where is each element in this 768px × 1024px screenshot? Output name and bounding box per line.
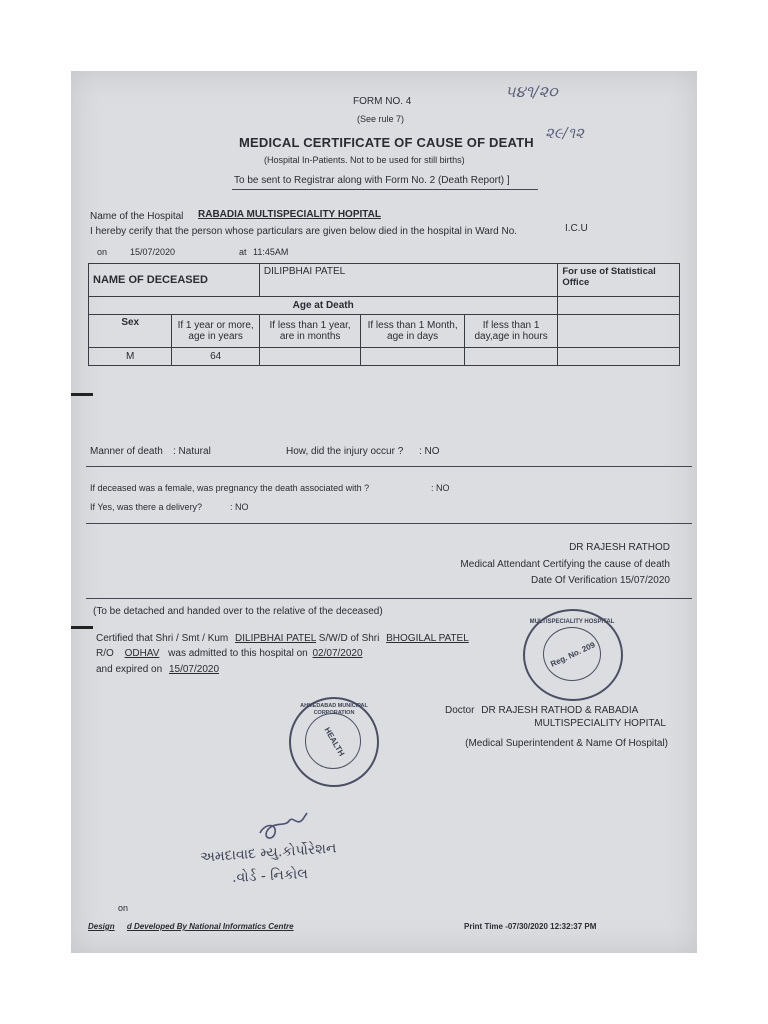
verification-date-label: Date Of Verification — [531, 575, 618, 586]
certify-statement: I hereby cerify that the person whose particulars are given below died in the hospital in Ward No. — [90, 226, 518, 237]
injury-value: : NO — [419, 446, 440, 457]
deceased-table — [88, 263, 680, 366]
certified-prefix: Certified that Shri / Smt / Kum — [96, 633, 229, 644]
manner-of-death-label: Manner of death — [90, 446, 163, 457]
municipal-stamp-center: HEALTH — [322, 725, 347, 758]
certified-swd: S/W/D of Shri — [318, 633, 380, 644]
col-hours: If less than 1 day,age in hours — [464, 315, 557, 348]
stat-blank-1 — [558, 297, 680, 315]
municipal-stamp-ring-text: AHMEDABAD MUNICIPAL CORPORATION — [300, 703, 368, 716]
divider-1 — [86, 466, 692, 467]
attendant-role: Medical Attendant Certifying the cause of death — [460, 559, 670, 570]
attendant-name: DR RAJESH RATHOD — [569, 542, 670, 553]
doctor-hospital: MULTISPECIALITY HOPITAL — [534, 718, 666, 729]
col-days: If less than 1 Month, age in days — [361, 315, 465, 348]
rule-reference: (See rule 7) — [357, 114, 405, 124]
death-time: 11:45AM — [253, 247, 289, 257]
verification-date — [531, 575, 670, 586]
cell-hours — [464, 348, 557, 366]
death-date: 15/07/2020 — [130, 247, 176, 257]
doctor-line — [445, 705, 638, 716]
admitted-date: 02/07/2020 — [312, 648, 363, 659]
certified-father: BHOGILAL PATEL — [386, 633, 469, 644]
cell-days — [361, 348, 465, 366]
footer-design-credit — [88, 922, 294, 931]
cell-years: 64 — [172, 348, 259, 366]
gujarati-ward-stamp-line2: .વોર્ડ - નિકોલ — [231, 866, 309, 886]
expired-date: 15/07/2020 — [168, 664, 220, 675]
stat-blank-3 — [558, 348, 680, 366]
cell-months — [259, 348, 361, 366]
certificate-paper — [71, 71, 697, 953]
expired-line — [96, 664, 219, 675]
form-number: FORM NO. 4 — [353, 96, 412, 107]
footer-print-time: Print Time -07/30/2020 12:32:37 PM — [464, 922, 597, 931]
stat-blank-2 — [558, 315, 680, 348]
detach-note: (To be detached and handed over to the relative of the deceased) — [93, 606, 383, 617]
col-sex: Sex — [89, 315, 172, 348]
delivery-question: If Yes, was there a delivery? — [90, 502, 203, 512]
admitted-label: was admitted to this hospital on — [168, 648, 308, 659]
hospital-name-value: RABADIA MULTISPECIALITY HOPITAL — [198, 209, 381, 220]
signature — [255, 805, 315, 845]
handwritten-number-second: ૨૯/૧૨ — [545, 124, 584, 142]
hospital-name-label: Name of the Hospital — [90, 211, 184, 222]
divider-3 — [86, 598, 692, 599]
municipal-stamp — [289, 697, 379, 787]
page-subtitle: (Hospital In-Patients. Not to be used for still births) — [264, 155, 465, 165]
doctor-name: DR RAJESH RATHOD & RABADIA — [481, 705, 639, 716]
cell-sex: M — [89, 348, 172, 366]
pregnancy-question: If deceased was a female, was pregnancy the death associated with ? — [90, 483, 370, 493]
footer-design-label: Design — [88, 922, 115, 931]
ro-label: R/O — [96, 648, 114, 659]
hospital-stamp — [523, 609, 623, 701]
col-years: If 1 year or more, age in years — [172, 315, 259, 348]
page-title: MEDICAL CERTIFICATE OF CAUSE OF DEATH — [239, 135, 534, 150]
divider-2 — [86, 523, 692, 524]
hospital-stamp-text: MULTISPECIALITY HOSPITAL — [529, 619, 615, 625]
col-months: If less than 1 year, are in months — [259, 315, 361, 348]
name-of-deceased-value: DILIPBHAI PATEL — [259, 264, 557, 297]
ward-number: I.C.U — [565, 223, 588, 234]
doctor-note: (Medical Superintendent & Name Of Hospital) — [465, 738, 668, 749]
send-note: To be sent to Registrar along with Form No. 2 (Death Report) ] — [234, 175, 510, 186]
age-at-death-header: Age at Death — [89, 297, 558, 315]
verification-date-value: 15/07/2020 — [619, 575, 670, 586]
delivery-answer: : NO — [230, 502, 249, 512]
doctor-prefix: Doctor — [445, 705, 475, 716]
gujarati-ward-stamp-line1: અમદાવાદ મ્યુ.કોર્પોરેશન — [199, 840, 337, 866]
at-label: at — [239, 247, 247, 257]
hospital-stamp-reg: Reg. No. 209 — [549, 640, 597, 669]
binder-mark-bottom — [71, 626, 93, 629]
name-of-deceased-label: NAME OF DECEASED — [89, 264, 260, 297]
send-note-underline — [232, 189, 538, 190]
handwritten-number-top: ૫૪૧/૨૦ — [505, 82, 558, 101]
pregnancy-answer: : NO — [431, 483, 450, 493]
ro-value: ODHAV — [124, 648, 160, 659]
footer-developed-label: d Developed By National Informatics Centre — [126, 922, 294, 931]
footer-on-label: on — [118, 903, 129, 913]
injury-label: How, did the injury occur ? — [286, 446, 404, 457]
on-label: on — [97, 247, 108, 257]
binder-mark-top — [71, 393, 93, 396]
statistical-office-cell: For use of Statistical Office — [558, 264, 680, 297]
certified-line — [96, 633, 469, 644]
manner-of-death-value: : Natural — [173, 446, 211, 457]
residence-line — [96, 648, 363, 659]
certified-deceased: DILIPBHAI PATEL — [235, 633, 316, 644]
expired-label: and expired on — [96, 664, 163, 675]
